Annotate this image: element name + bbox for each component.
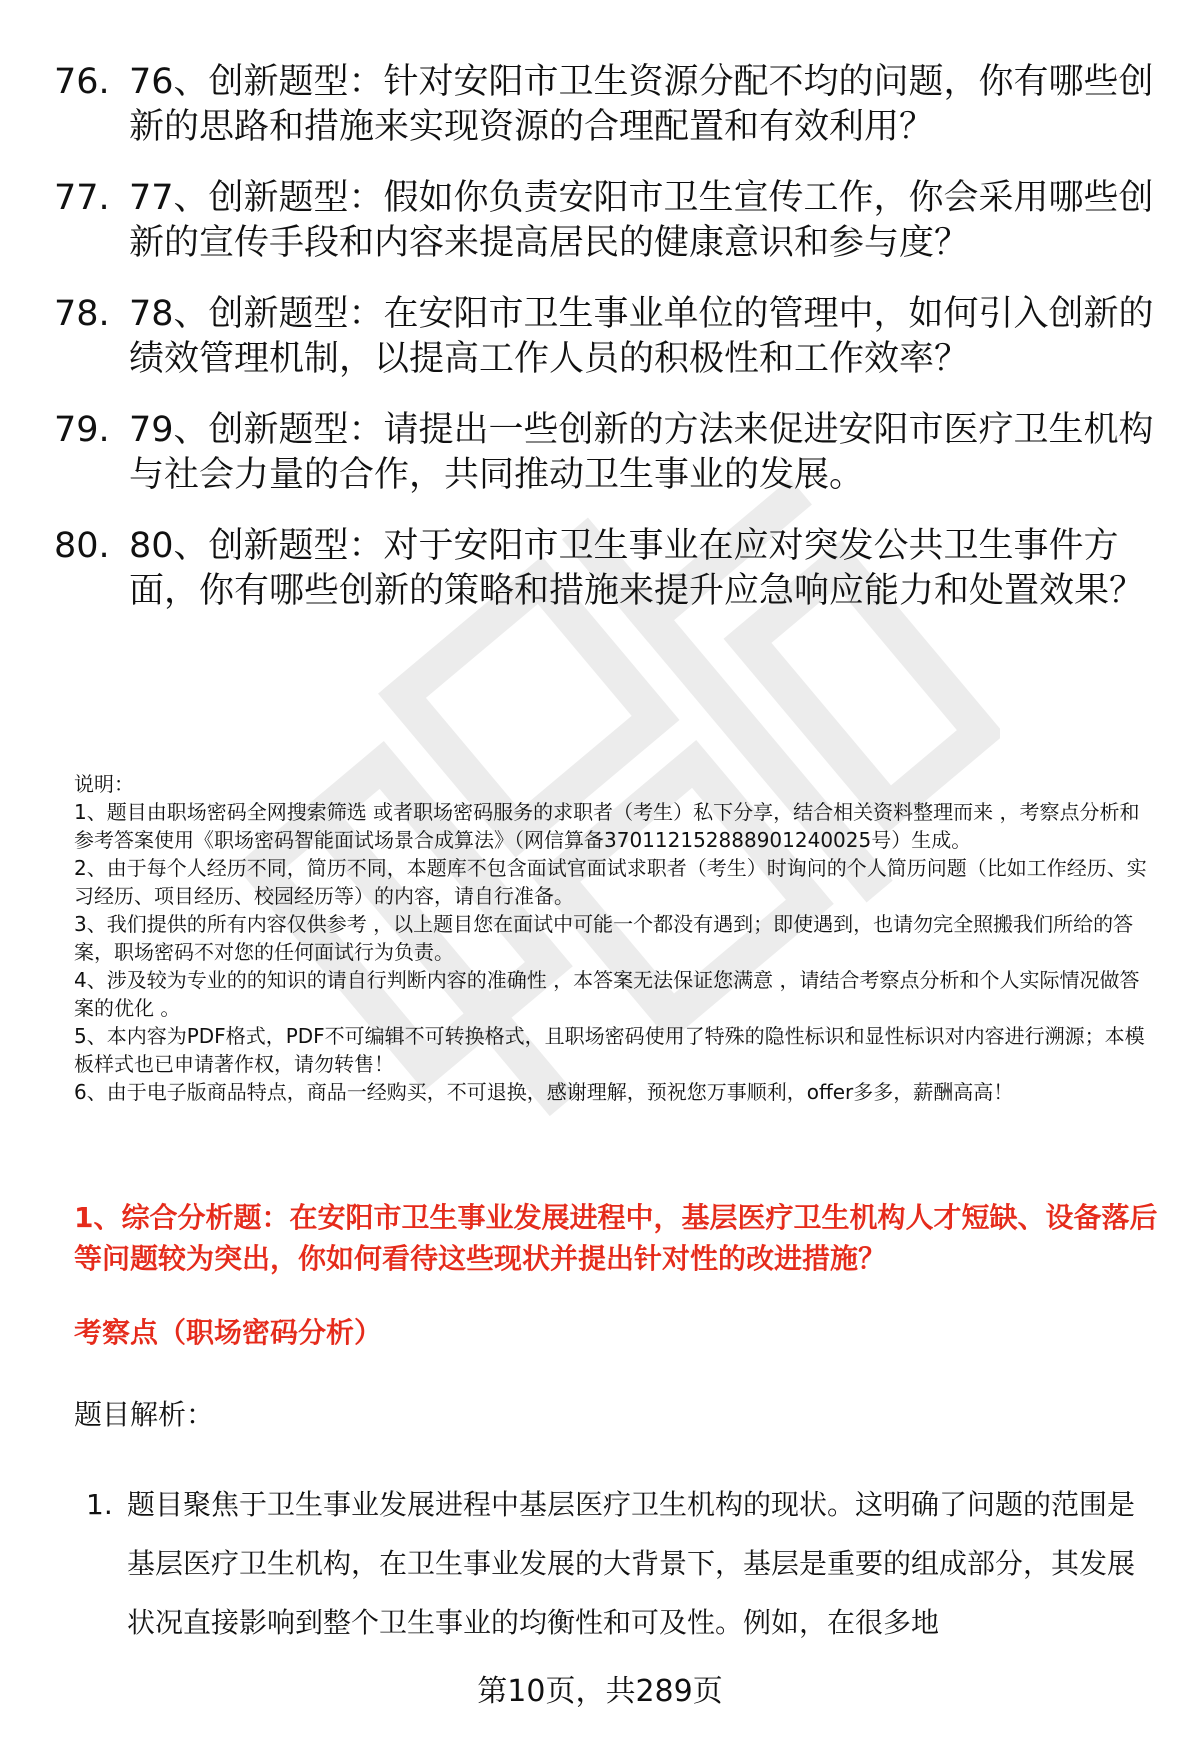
notes-title: 说明： <box>74 772 134 796</box>
question-text: 77、创新题型：假如你负责安阳市卫生宣传工作，你会采用哪些创新的宣传手段和内容来提高居民的健康意识和参与度？ <box>129 178 1154 263</box>
note-item: 2、由于每个人经历不同，简历不同，本题库不包含面试官面试求职者（考生）时询问的个人简历问题（比如工作经历、实习经历、项目经历、校园经历等）的内容，请自行准备。 <box>74 856 1147 908</box>
question-item <box>54 60 1154 150</box>
question-number: 79. <box>54 410 110 450</box>
question-item <box>54 292 1154 382</box>
analysis-heading: 题目解析： <box>74 1398 215 1431</box>
question-number: 80. <box>54 526 110 566</box>
note-item: 3、我们提供的所有内容仅供参考 ，以上题目您在面试中可能一个都没有遇到；即使遇到，也请勿完全照搬我们所给的答案，职场密码不对您的任何面试行为负责。 <box>74 912 1134 964</box>
question-number: 78. <box>54 294 110 334</box>
exam-point-heading: 考察点（职场密码分析） <box>74 1316 383 1349</box>
analysis-point-number: 1. <box>86 1488 113 1521</box>
notes-section <box>74 770 1159 1106</box>
note-item: 5、本内容为PDF格式，PDF不可编辑不可转换格式，且职场密码使用了特殊的隐性标识和显性标识对内容进行溯源；本模板样式也已申请著作权，请勿转售！ <box>74 1024 1145 1076</box>
question-text: 80、创新题型：对于安阳市卫生事业在应对突发公共卫生事件方面，你有哪些创新的策略和措施来提升应急响应能力和处置效果？ <box>129 526 1145 611</box>
analysis-point <box>86 1475 1161 1652</box>
note-item: 6、由于电子版商品特点，商品一经购买，不可退换，感谢理解，预祝您万事顺利，offer多多，薪酬高高！ <box>74 1080 1014 1104</box>
note-item: 4、涉及较为专业的的知识的请自行判断内容的准确性 ，本答案无法保证您满意 ，请结合考察点分析和个人实际情况做答案的优化 。 <box>74 968 1140 1020</box>
question-number: 76. <box>54 62 110 102</box>
main-question: 1、综合分析题：在安阳市卫生事业发展进程中，基层医疗卫生机构人才短缺、设备落后等问题较为突出，你如何看待这些现状并提出针对性的改进措施？ <box>74 1201 1158 1275</box>
analysis-point-text: 题目聚焦于卫生事业发展进程中基层医疗卫生机构的现状。这明确了问题的范围是基层医疗卫生机构，在卫生事业发展的大背景下，基层是重要的组成部分，其发展状况直接影响到整个卫生事业的均衡性和可及性。例如，在很多地 <box>127 1488 1136 1639</box>
page-footer: 第10页，共289页 <box>477 1674 723 1709</box>
note-item: 1、题目由职场密码全网搜索筛选 或者职场密码服务的求职者（考生）私下分享，结合相关资料整理而来 ，考察点分析和参考答案使用《职场密码智能面试场景合成算法》（网信算备370112152888901240025号）生成。 <box>74 800 1140 852</box>
question-number: 77. <box>54 178 110 218</box>
question-item <box>54 408 1154 498</box>
question-text: 78、创新题型：在安阳市卫生事业单位的管理中，如何引入创新的绩效管理机制，以提高工作人员的积极性和工作效率？ <box>129 294 1154 379</box>
question-text: 79、创新题型：请提出一些创新的方法来促进安阳市医疗卫生机构与社会力量的合作，共同推动卫生事业的发展。 <box>129 410 1154 495</box>
question-item <box>54 176 1154 266</box>
question-text: 76、创新题型：针对安阳市卫生资源分配不均的问题，你有哪些创新的思路和措施来实现资源的合理配置和有效利用？ <box>129 62 1154 147</box>
question-list <box>54 60 1154 640</box>
question-item <box>54 524 1154 614</box>
